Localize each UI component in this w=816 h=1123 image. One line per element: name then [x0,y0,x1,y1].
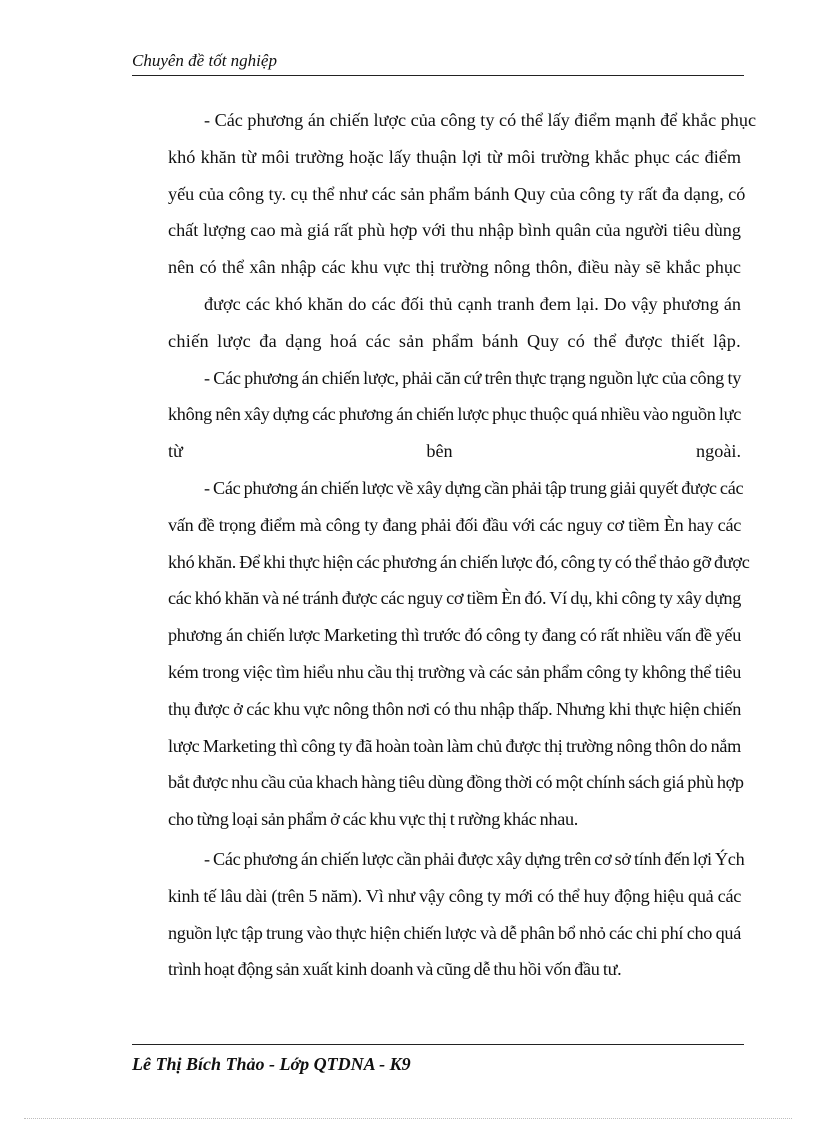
text-line: phương án chiến lược Marketing thì trước đó công ty đang có rất nhiều vấn đề yếu [168,625,741,646]
document-body [132,102,757,988]
text-line: cho từng loại sản phẩm ở các khu vực thị t rường khác nhau. [168,809,579,830]
paragraph-4 [132,841,745,988]
text-line: lược Marketing thì công ty đã hoàn toàn làm chủ được thị trường nông thôn do nắm [168,735,741,756]
text-line: - Các phương án chiến lược của công ty có thể lấy điểm mạnh để khắc phục [204,110,757,130]
page-bottom-edge [24,1118,792,1119]
footer-author: Lê Thị Bích Thảo - Lớp QTDNA - K9 [132,1054,411,1074]
text-line: các khó khăn và né tránh được các nguy cơ tiềm Èn đó. Ví dụ, khi công ty xây dựng [168,588,741,609]
footer-divider [132,1044,744,1045]
running-header-title: Chuyên đề tốt nghiệp [132,51,277,70]
text-line: - Các phương án chiến lược về xây dựng cần phải tập trung giải quyết được các [204,477,744,498]
text-line: trình hoạt động sản xuất kinh doanh và cũng dễ thu hồi vốn đầu tư. [168,959,622,980]
text-line: từ bên ngoài. [168,441,741,462]
text-line: khó khăn. Để khi thực hiện các phương án chiến lược đó, công ty có thể thảo gỡ được [168,551,750,572]
header-divider [132,75,744,76]
text-line: bắt được nhu cầu của khach hàng tiêu dùng đồng thời có một chính sách giá phù hợp [168,772,744,793]
paragraph-3 [132,470,750,838]
text-line: chiến lược đa dạng hoá các sản phẩm bánh Quy có thể được thiết lập. [168,330,741,351]
text-line: không nên xây dựng các phương án chiến lược phục thuộc quá nhiều vào nguồn lực [168,404,741,425]
text-line: yếu của công ty. cụ thể như các sản phẩm bánh Quy của công ty rất đa dạng, có [168,183,746,204]
text-line: - Các phương án chiến lược, phải căn cứ trên thực trạng nguồn lực của công ty [204,367,741,388]
text-line: kinh tế lâu dài (trên 5 năm). Vì như vậy công ty mới có thể huy động hiệu quả các [168,885,741,906]
text-line: chất lượng cao mà giá rất phù hợp với thu nhập bình quân của người tiêu dùng [168,220,741,241]
paragraph-2 [132,360,741,470]
paragraph-1 [132,102,757,360]
text-line: vấn đề trọng điểm mà công ty đang phải đối đầu với các nguy cơ tiềm Èn hay các [168,514,741,535]
text-line: - Các phương án chiến lược cần phải được xây dựng trên cơ sở tính đến lợi Ých [204,848,745,869]
text-line: thụ được ở các khu vực nông thôn nơi có thu nhập thấp. Nhưng khi thực hiện chiến [168,698,741,719]
text-line: nên có thể xân nhập các khu vực thị trường nông thôn, điều này sẽ khắc phục [168,257,741,278]
text-line: kém trong việc tìm hiểu nhu cầu thị trường và các sản phẩm công ty không thể tiêu [168,661,741,682]
text-line: khó khăn từ môi trường hoặc lấy thuận lợi từ môi trường khắc phục các điểm [168,146,741,167]
text-line: nguồn lực tập trung vào thực hiện chiến lược và dễ phân bổ nhỏ các chi phí cho quá [168,922,741,943]
text-line: được các khó khăn do các đối thủ cạnh tranh đem lại. Do vậy phương án [204,293,741,314]
